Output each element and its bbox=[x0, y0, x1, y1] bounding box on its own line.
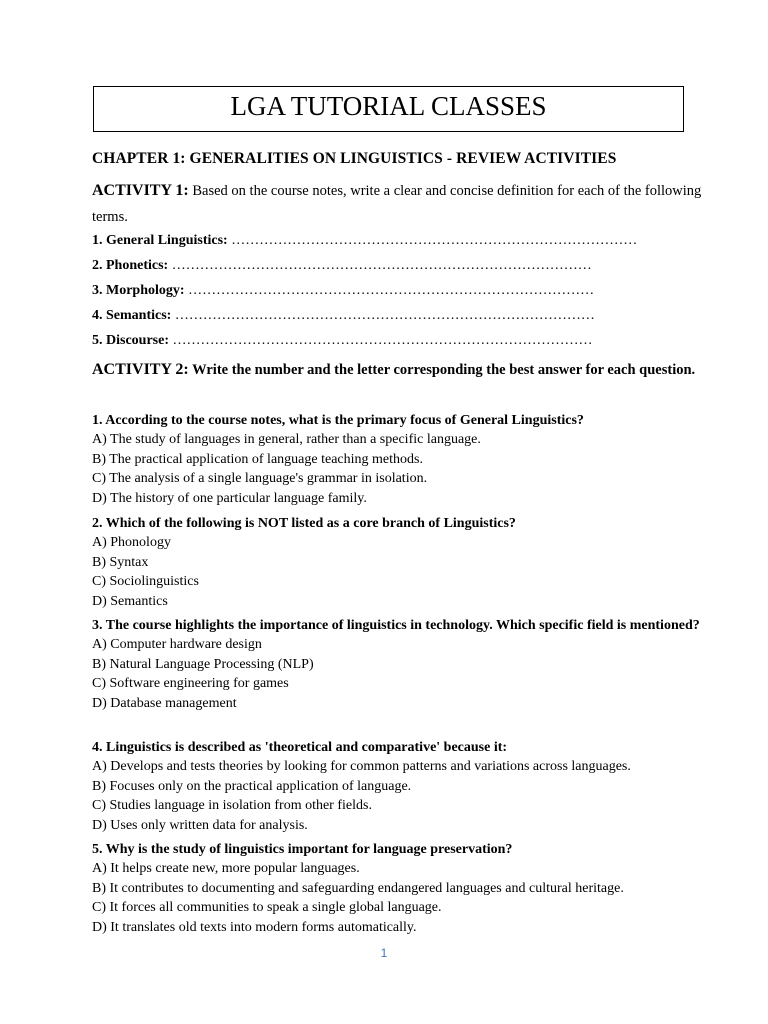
answer-option: A) Phonology bbox=[92, 535, 171, 551]
term-item bbox=[92, 308, 712, 324]
question-text: 3. The course highlights the importance of linguistics in technology. Which specific field is mentioned? bbox=[92, 618, 700, 633]
answer-option: C) Studies language in isolation from other fields. bbox=[92, 798, 372, 814]
answer-option: A) The study of languages in general, rather than a specific language. bbox=[92, 432, 481, 448]
answer-option: B) It contributes to documenting and safeguarding endangered languages and cultural heritage. bbox=[92, 880, 624, 896]
term-item bbox=[92, 283, 712, 299]
answer-option: D) Database management bbox=[92, 695, 237, 711]
question-text: 2. Which of the following is NOT listed as a core branch of Linguistics? bbox=[92, 516, 516, 531]
answer-option: A) It helps create new, more popular languages. bbox=[92, 861, 360, 877]
answer-option: C) Software engineering for games bbox=[92, 676, 289, 692]
term-item bbox=[92, 233, 712, 249]
answer-option: B) Natural Language Processing (NLP) bbox=[92, 656, 314, 672]
page-title: LGA TUTORIAL CLASSES bbox=[230, 91, 547, 121]
answer-blank: …………………………………………………………………………… bbox=[231, 233, 638, 248]
activity-2 bbox=[92, 356, 713, 384]
page-title-box bbox=[93, 86, 684, 132]
term-label: 4. Semantics: bbox=[92, 308, 172, 323]
answer-option: D) It translates old texts into modern forms automatically. bbox=[92, 919, 417, 935]
answer-blank: ……………………………………………………………………………… bbox=[172, 333, 593, 348]
answer-blank: ……………………………………………………………………………… bbox=[171, 258, 592, 273]
answer-option: C) Sociolinguistics bbox=[92, 574, 199, 590]
answer-option: A) Develops and tests theories by looking for common patterns and variations across languages. bbox=[92, 759, 631, 775]
answer-option: C) The analysis of a single language's grammar in isolation. bbox=[92, 471, 428, 487]
chapter-heading: CHAPTER 1: GENERALITIES ON LINGUISTICS - REVIEW ACTIVITIES bbox=[92, 150, 617, 167]
question-text: 1. According to the course notes, what is the primary focus of General Linguistics? bbox=[92, 413, 584, 428]
activity-2-label: ACTIVITY 2: bbox=[92, 361, 189, 378]
answer-blank: ……………………………………………………………………………… bbox=[174, 308, 595, 323]
question-5 bbox=[92, 840, 714, 937]
term-item bbox=[92, 258, 712, 274]
page-number: 1 bbox=[380, 946, 388, 960]
activity-1-label: ACTIVITY 1: bbox=[92, 182, 189, 199]
question-text: 5. Why is the study of linguistics important for language preservation? bbox=[92, 842, 513, 857]
answer-option: D) The history of one particular language family. bbox=[92, 490, 367, 506]
question-3 bbox=[92, 616, 714, 713]
answer-option: B) The practical application of language teaching methods. bbox=[92, 451, 423, 467]
answer-option: A) Computer hardware design bbox=[92, 637, 262, 653]
answer-option: C) It forces all communities to speak a single global language. bbox=[92, 900, 442, 916]
activity-2-instructions: Write the number and the letter corresponding the best answer for each question. bbox=[192, 362, 696, 378]
answer-blank: …………………………………………………………………………… bbox=[188, 283, 595, 298]
term-item bbox=[92, 333, 712, 349]
activity-1-instructions: Based on the course notes, write a clear and concise definition for each of the following terms. bbox=[92, 183, 702, 225]
question-1 bbox=[92, 411, 714, 508]
answer-option: B) Syntax bbox=[92, 554, 149, 570]
term-label: 3. Morphology: bbox=[92, 283, 185, 298]
answer-option: B) Focuses only on the practical application of language. bbox=[92, 778, 412, 794]
question-2 bbox=[92, 514, 714, 611]
question-text: 4. Linguistics is described as 'theoretical and comparative' because it: bbox=[92, 740, 508, 755]
answer-option: D) Uses only written data for analysis. bbox=[92, 817, 308, 833]
activity-1 bbox=[92, 178, 712, 230]
term-label: 2. Phonetics: bbox=[92, 258, 169, 273]
question-4 bbox=[92, 738, 714, 835]
term-label: 1. General Linguistics: bbox=[92, 233, 228, 248]
answer-option: D) Semantics bbox=[92, 593, 168, 609]
term-label: 5. Discourse: bbox=[92, 333, 169, 348]
